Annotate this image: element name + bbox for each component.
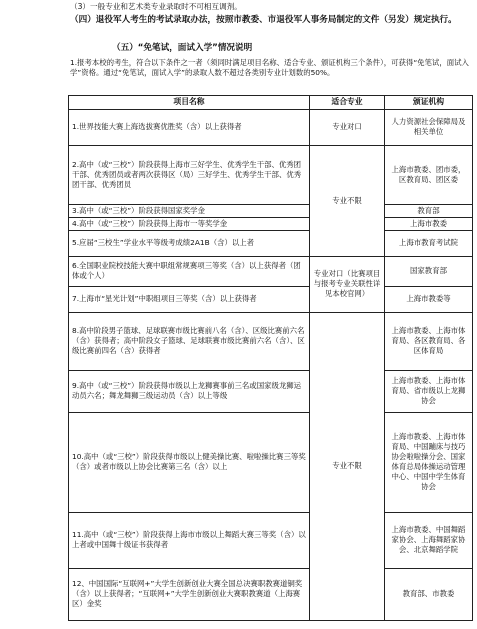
admission-criteria-table [68,95,473,621]
row-major: 专业对口（比赛项目与报考专业关联性详见本校官网） [310,256,385,312]
intro-line: （3）一般专业和艺术类专业录取时不可相互调剂。 [70,2,242,11]
table-row [69,230,473,256]
row-project-name: 2.高中（或“三校”）阶段获得上海市三好学生、优秀学生干部、优秀团干部、优秀团员或者两次获得区（局）三好学生、优秀学生干部、优秀团干部、优秀团员 [69,145,310,204]
row-project-name: 12、中国国际“互联网+”大学生创新创业大赛全国总决赛职教赛道铜奖（含）以上获得者；“互联网+”大学生创新创业大赛职教赛道（上海赛区）金奖 [69,568,310,620]
row-project-name: 4.高中（或“三校”）阶段获得上海市一等奖学金 [69,217,310,230]
row-issuer: 人力资源社会保障局及相关单位 [385,109,473,145]
row-project-name: 8.高中阶段男子篮球、足球联赛市级比赛前八名（含）、区级比赛前六名（含）获得者；高中阶段女子篮球、足球联赛市级比赛前六名（含）、区级比赛前四名（含）获得者 [69,312,310,370]
row-project-name: 1.世界技能大赛上海选拔赛优胜奖（含）以上获得者 [69,109,310,145]
row-issuer: 上海市教委、上海市体育局、中国蹦床与技巧协会啦啦操分会、国家体育总局体操运动管理中心、中国中学生体育协会 [385,412,473,512]
row-issuer: 上海市教育考试院 [385,230,473,256]
row-issuer: 上海市教委、上海市体育局、省市级以上龙狮协会 [385,370,473,412]
table-row [69,217,473,230]
table-row [69,512,473,568]
row-project-name: 3.高中（或“三校”）阶段获得国家奖学金 [69,204,310,217]
row-issuer: 上海市教委、中国舞蹈家协会、上海舞蹈家协会、北京舞蹈学院 [385,512,473,568]
row-issuer: 上海市教委、团市委，区教育局、团区委 [385,145,473,204]
table-row [69,109,473,145]
table-row [69,370,473,412]
row-issuer: 教育部 [385,204,473,217]
row-issuer: 上海市教委等 [385,286,473,312]
row-project-name: 9.高中（或“三校”）阶段获得市级以上龙狮赛事前三名或国家级龙狮运动员六名；舞龙舞狮三级运动员（含）以上等级 [69,370,310,412]
row-issuer: 教育部、市教委 [385,568,473,620]
table-row [69,412,473,512]
row-major: 专业对口 [310,109,385,145]
table-row [69,145,473,204]
table-row [69,204,473,217]
row-issuer: 上海市教委 [385,217,473,230]
row-issuer: 上海市教委、上海市体育局、各区教育局、各区体育局 [385,312,473,370]
row-major: 专业不限 [310,312,385,620]
section5-heading: （五）“免笔试，面试入学”情况说明 [112,43,253,53]
header-project-name: 项目名称 [69,96,310,110]
row-project-name: 10.高中（或“三校”）阶段获得市级以上健美操比赛、啦啦操比赛三等奖（含）或者市级以上协会比赛第三名（含）以上 [69,412,310,512]
section4-heading: （四）退役军人考生的考试录取办法，按照市教委、市退役军人事务局制定的文件（另发）规定执行。 [70,15,457,25]
table-row [69,568,473,620]
row-issuer: 国家教育部 [385,256,473,286]
row-project-name: 5.应届“三校生”学业水平等级考成绩2A1B（含）以上者 [69,230,310,256]
table-row [69,312,473,370]
table-row [69,256,473,286]
row-project-name: 11.高中（或“三校”）阶段获得上海市市级以上舞蹈大赛三等奖（含）以上者或中国舞十级证书获得者 [69,512,310,568]
row-major: 专业不限 [310,145,385,256]
section5-paragraph: 1.报考本校的考生，符合以下条件之一者（须同时满足项目名称、适合专业、颁证机构三个条件），可获得“免笔试，面试入学”资格。通过“免笔试，面试入学”的录取人数不超过各类别专业计划数的50%。 [70,58,469,78]
header-issuer: 颁证机构 [385,96,473,110]
header-major: 适合专业 [310,96,385,110]
table-header-row [69,96,473,110]
row-project-name: 6.全国职业院校技能大赛中职组常规赛项三等奖（含）以上获得者（团体或个人） [69,256,310,286]
row-project-name: 7.上海市“星光计划”中职组项目三等奖（含）以上获得者 [69,286,310,312]
table-row [69,286,473,312]
